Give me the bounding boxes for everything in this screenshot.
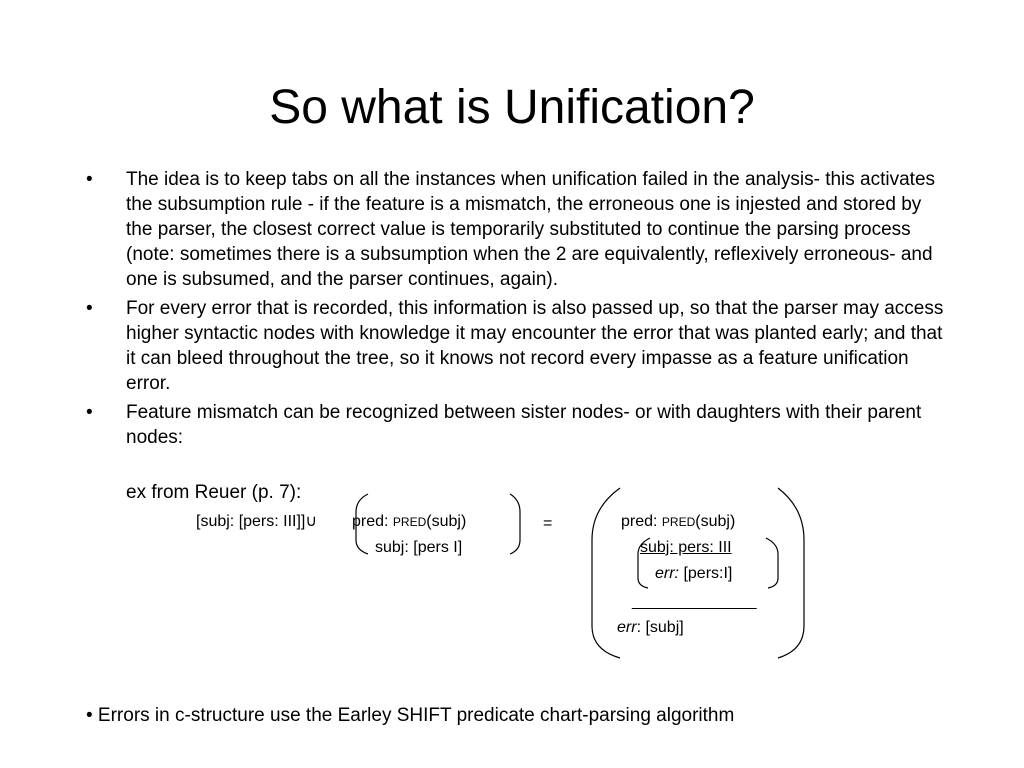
slide-title: So what is Unification?	[269, 81, 755, 134]
bullet-text: The idea is to keep tabs on all the instances when unification failed in the analysis- this activates the subsumption rule - if the feature is a mismatch, the erroneous one is injested and stored by the parser, the closest correct value is temporarily substituted to continue the parsing process (note: sometimes there is a subsumption when the 2 are equivalently, reflexively erroneous- and one is subsumed, and the parser continues, again).	[126, 169, 936, 290]
pred-arg: (subj)	[426, 513, 467, 530]
left-open-bracket	[356, 494, 368, 554]
result-pred-label: pred:	[621, 513, 662, 530]
bullet-marker: •	[86, 169, 93, 190]
example-label: ex from Reuer (p. 7):	[126, 482, 302, 503]
fs-left-subj: subj: [pers I]	[375, 539, 463, 556]
pred-value: PRED	[392, 515, 427, 529]
equals-sign: =	[543, 515, 553, 532]
right-outer-open-bracket	[592, 488, 620, 658]
err-label: err:	[655, 565, 679, 582]
bullet-text: For every error that is recorded, this information is also passed up, so that the parser may access higher syntactic nodes with knowledge it may encounter the error that was planted early; and that it can bleed throughout the tree, so it knows not record every impasse as a feature unification error.	[126, 298, 944, 394]
right-outer-close-bracket	[778, 488, 804, 658]
err-value: [pers:I]	[679, 565, 733, 582]
pred-label: pred:	[352, 513, 393, 530]
inner-close-bracket	[766, 538, 778, 588]
inner-open-bracket	[638, 538, 650, 588]
final-bullet: • Errors in c-structure use the Earley SHIFT predicate chart-parsing algorithm	[86, 705, 735, 726]
fs-right-subj: subj: pers: III	[640, 539, 732, 556]
bullet-text: Feature mismatch can be recognized between sister nodes- or with daughters with their parent nodes:	[126, 402, 922, 448]
bullet-marker: •	[86, 402, 93, 423]
fs-left-prefix: [subj: [pers: III]]	[196, 513, 306, 530]
outer-err-label: err	[617, 619, 637, 636]
result-pred-arg: (subj)	[695, 513, 736, 530]
bullet-marker: •	[86, 298, 93, 319]
outer-err-value: : [subj]	[636, 619, 684, 636]
union-symbol: ∪	[305, 513, 318, 530]
fs-right-separator: ______________	[632, 593, 757, 610]
left-close-bracket	[510, 494, 520, 554]
result-pred-value: PRED	[661, 515, 696, 529]
